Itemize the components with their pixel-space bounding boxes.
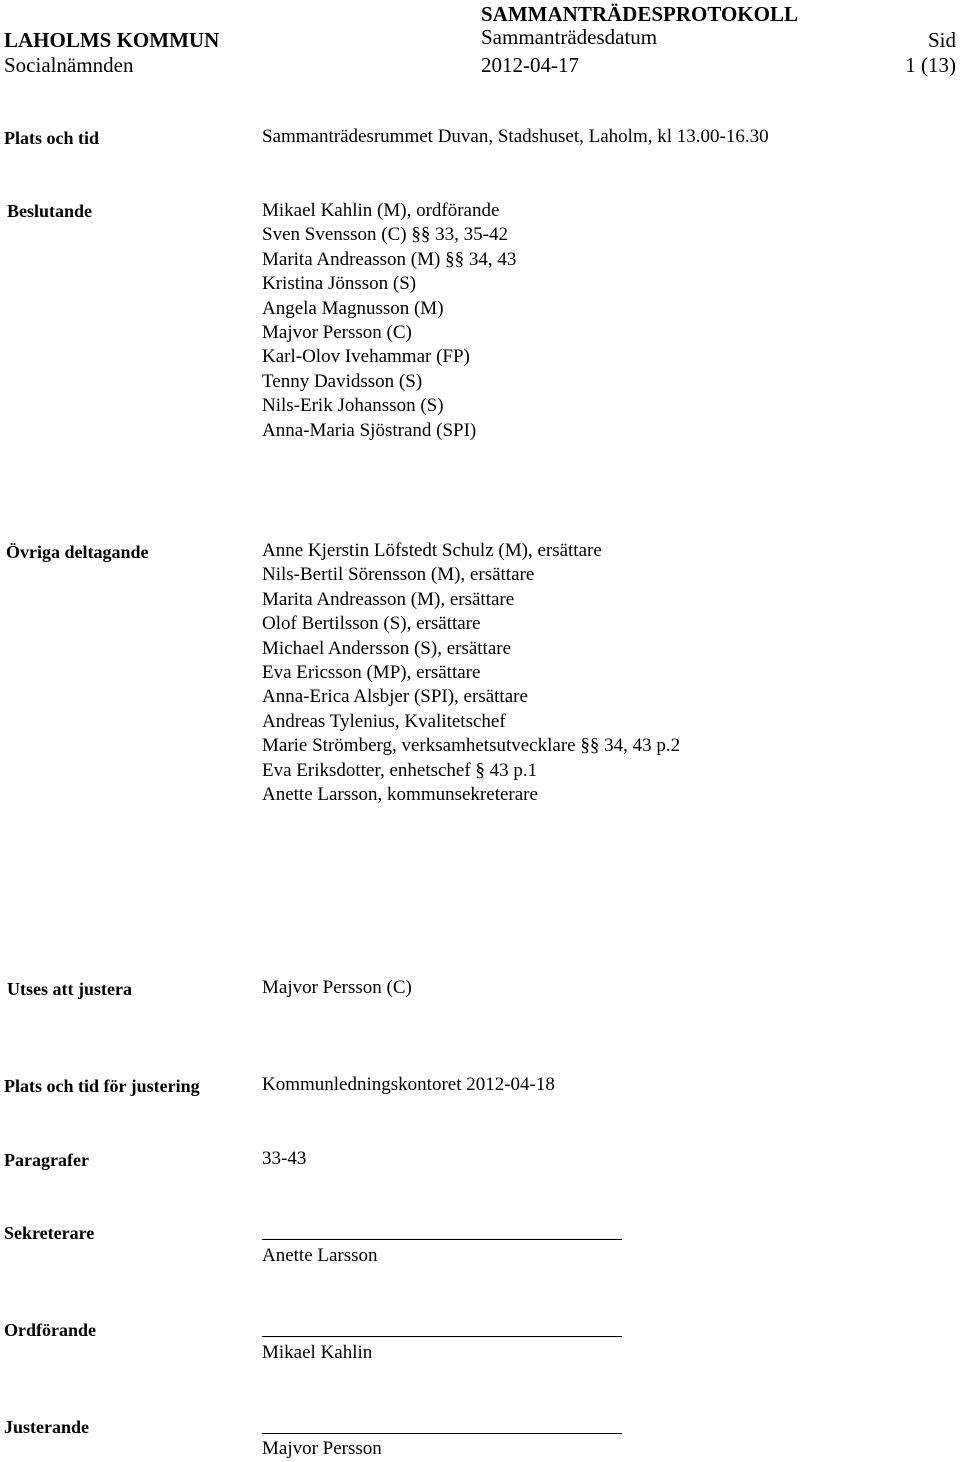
- chair-label: Ordförande: [4, 1320, 96, 1340]
- department-name: Socialnämnden: [4, 53, 134, 77]
- adjust-place-value: Kommunledningskontoret 2012-04-18: [262, 1074, 555, 1095]
- adjuster-value: Majvor Persson (C): [262, 977, 412, 998]
- list-item: Anna-Erica Alsbjer (SPI), ersättare: [262, 686, 528, 708]
- deciding-label: Beslutande: [7, 201, 93, 221]
- list-item: Karl-Olov Ivehammar (FP): [262, 346, 470, 368]
- others-label: Övriga deltagande: [6, 542, 149, 562]
- paragraphs-label: Paragrafer: [4, 1150, 89, 1170]
- list-item: Angela Magnusson (M): [262, 297, 444, 319]
- secretary-name: Anette Larsson: [262, 1245, 378, 1266]
- adjusting-name: Majvor Persson: [262, 1438, 382, 1459]
- list-item: Marita Andreasson (M) §§ 34, 43: [262, 248, 517, 270]
- place-time-label: Plats och tid: [4, 128, 100, 148]
- list-item: Kristina Jönsson (S): [262, 273, 417, 295]
- meeting-date-label: Sammanträdesdatum: [481, 25, 658, 49]
- adjusting-label: Justerande: [4, 1417, 89, 1437]
- document-type: SAMMANTRÄDESPROTOKOLL: [481, 2, 798, 26]
- secretary-label: Sekreterare: [4, 1223, 95, 1243]
- meeting-date: 2012-04-17: [481, 53, 579, 77]
- list-item: Michael Andersson (S), ersättare: [262, 637, 512, 659]
- list-item: Andreas Tylenius, Kvalitetschef: [262, 710, 506, 732]
- list-item: Mikael Kahlin (M), ordförande: [262, 200, 500, 221]
- organization-name: LAHOLMS KOMMUN: [4, 28, 220, 52]
- list-item: Marita Andreasson (M), ersättare: [262, 588, 515, 610]
- list-item: Anette Larsson, kommunsekreterare: [262, 784, 538, 806]
- adjust-place-label: Plats och tid för justering: [4, 1076, 200, 1096]
- list-item: Majvor Persson (C): [262, 322, 412, 344]
- list-item: Eva Ericsson (MP), ersättare: [262, 662, 481, 684]
- list-item: Anna-Maria Sjöstrand (SPI): [262, 419, 477, 441]
- list-item: Tenny Davidsson (S): [262, 370, 423, 392]
- list-item: Marie Strömberg, verksamhetsutvecklare §§ 34, 43 p.2: [262, 735, 681, 757]
- place-time-value: Sammanträdesrummet Duvan, Stadshuset, Laholm, kl 13.00-16.30: [262, 126, 769, 147]
- others-members-list: [262, 539, 680, 807]
- list-item: Olof Bertilsson (S), ersättare: [262, 613, 481, 635]
- paragraphs-value: 33-43: [262, 1148, 307, 1169]
- list-item: Eva Eriksdotter, enhetschef § 43 p.1: [262, 759, 538, 781]
- chair-name: Mikael Kahlin: [262, 1342, 373, 1363]
- deciding-members-list: [262, 199, 516, 443]
- list-item: Nils-Bertil Sörensson (M), ersättare: [262, 564, 535, 586]
- list-item: Sven Svensson (C) §§ 33, 35-42: [262, 224, 508, 246]
- chair-signature-line: [262, 1336, 622, 1337]
- list-item: Anne Kjerstin Löfstedt Schulz (M), ersättare: [262, 540, 602, 561]
- adjusting-signature-line: [262, 1433, 622, 1434]
- page-number: 1 (13): [905, 53, 956, 77]
- adjuster-label: Utses att justera: [7, 979, 132, 999]
- page-label: Sid: [927, 28, 956, 52]
- list-item: Nils-Erik Johansson (S): [262, 395, 444, 417]
- secretary-signature-line: [262, 1239, 622, 1240]
